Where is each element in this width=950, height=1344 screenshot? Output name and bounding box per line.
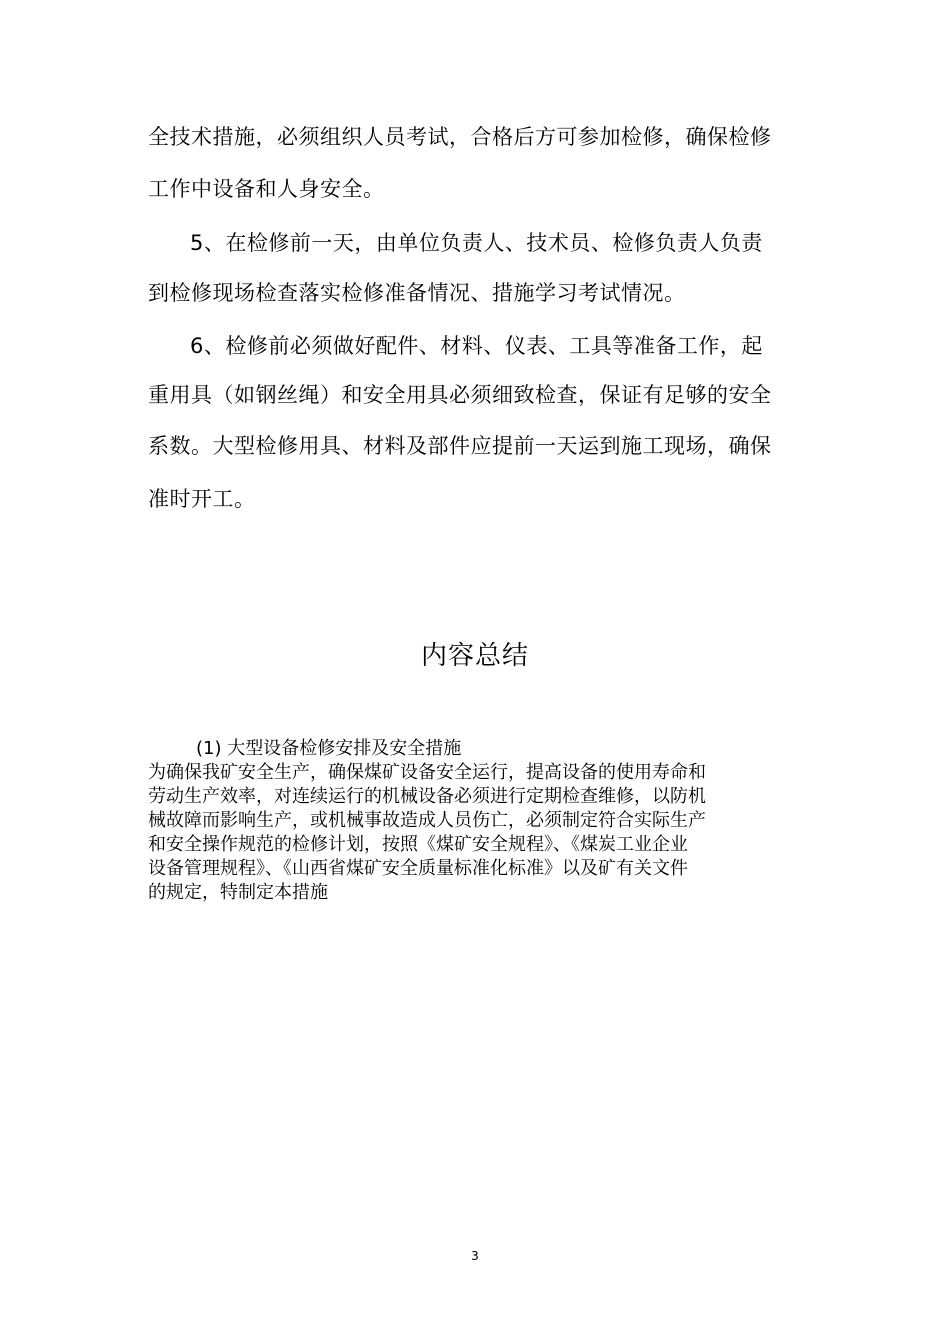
page-number: 3 — [471, 1249, 479, 1263]
summary-heading: (1) 大型设备检修安排及安全措施 — [196, 738, 462, 759]
summary-block — [148, 737, 808, 905]
body-line: 5、在检修前一天，由单位负责人、技术员、检修负责人负责 — [190, 231, 763, 255]
body-line: 6、检修前必须做好配件、材料、仪表、工具等准备工作，起 — [190, 334, 763, 358]
summary-line: 的规定，特制定本措施 — [148, 882, 328, 903]
body-line: 重用具（如钢丝绳）和安全用具必须细致检查，保证有足够的安全 — [148, 383, 772, 407]
summary-line: 和安全操作规范的检修计划，按照《煤矿安全规程》、《煤炭工业企业 — [148, 834, 688, 855]
body-line: 到检修现场检查落实检修准备情况、措施学习考试情况。 — [148, 281, 686, 305]
body-line: 全技术措施，必须组织人员考试，合格后方可参加检修，确保检修 — [148, 125, 772, 149]
summary-line: 劳动生产效率，对连续运行的机械设备必须进行定期检查维修，以防机 — [148, 786, 706, 807]
body-line: 工作中设备和人身安全。 — [148, 177, 385, 201]
summary-line: 为确保我矿安全生产，确保煤矿设备安全运行，提高设备的使用寿命和 — [148, 762, 706, 783]
summary-line: 设备管理规程》、《山西省煤矿安全质量标准化标准》以及矿有关文件 — [148, 858, 688, 879]
body-line: 准时开工。 — [148, 487, 256, 511]
summary-line: 械故障而影响生产，或机械事故造成人员伤亡，必须制定符合实际生产 — [148, 810, 706, 831]
body-line: 系数。大型检修用具、材料及部件应提前一天运到施工现场，确保 — [148, 434, 772, 458]
summary-title: 内容总结 — [420, 641, 529, 671]
